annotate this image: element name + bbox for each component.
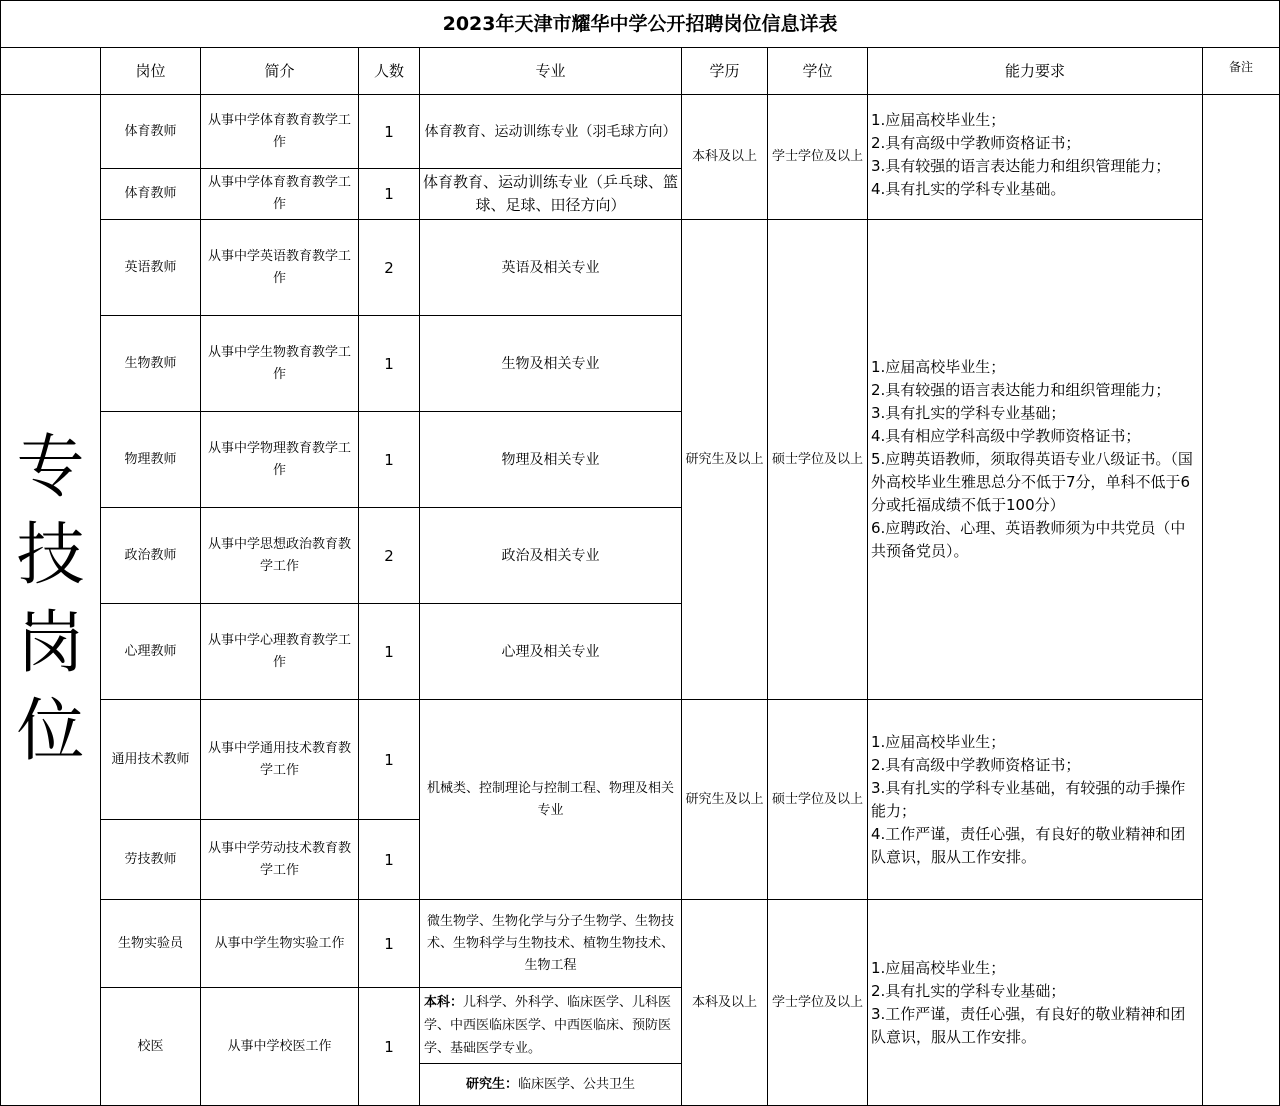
requirements-cell: 1.应届高校毕业生； 2.具有较强的语言表达能力和组织管理能力； 3.具有扎实的学科专业基础； 4.具有相应学科高级中学教师资格证书； 5.应聘英语教师，须取得英语专业八级证书。（国外高校毕业生雅思总分不低于7分，单科不低于6分或托福成绩不低于100分） 6.应聘政治、心理、英语教师须为中共党员（中共预备党员）。 — [868, 220, 1203, 700]
position-cell: 生物教师 — [101, 316, 201, 412]
major-cell: 体育教育、运动训练专业（乒乓球、篮球、足球、田径方向） — [420, 169, 682, 220]
count-cell: 1 — [359, 316, 420, 412]
position-cell: 物理教师 — [101, 412, 201, 508]
header-blank — [1, 48, 101, 95]
remarks-cell — [1203, 95, 1280, 1106]
position-cell: 体育教师 — [101, 169, 201, 220]
count-cell: 1 — [359, 95, 420, 169]
major-cell: 英语及相关专业 — [420, 220, 682, 316]
grad-majors: 临床医学、公共卫生 — [518, 1076, 636, 1092]
intro-cell: 从事中学生物实验工作 — [201, 900, 359, 988]
position-cell: 劳技教师 — [101, 820, 201, 900]
major-grad-cell — [420, 1064, 682, 1106]
table-row — [1, 900, 1280, 988]
intro-cell: 从事中学体育教育教学工作 — [201, 95, 359, 169]
position-cell: 英语教师 — [101, 220, 201, 316]
count-cell: 1 — [359, 700, 420, 820]
major-undergrad-cell — [420, 988, 682, 1064]
undergrad-majors: 儿科学、外科学、临床医学、儿科医学、中西医临床医学、中西医临床、预防医学、基础医学专业。 — [424, 995, 672, 1056]
position-cell: 心理教师 — [101, 604, 201, 700]
table-row — [1, 95, 1280, 169]
intro-cell: 从事中学思想政治教育教学工作 — [201, 508, 359, 604]
major-cell: 政治及相关专业 — [420, 508, 682, 604]
table-row — [1, 220, 1280, 316]
intro-cell: 从事中学心理教育教学工作 — [201, 604, 359, 700]
header-major: 专业 — [420, 48, 682, 95]
header-count: 人数 — [359, 48, 420, 95]
grad-label: 研究生： — [465, 1076, 518, 1092]
intro-cell: 从事中学物理教育教学工作 — [201, 412, 359, 508]
major-cell: 心理及相关专业 — [420, 604, 682, 700]
education-cell: 本科及以上 — [682, 900, 768, 1106]
count-cell: 2 — [359, 220, 420, 316]
intro-cell: 从事中学生物教育教学工作 — [201, 316, 359, 412]
header-position: 岗位 — [101, 48, 201, 95]
count-cell: 1 — [359, 169, 420, 220]
major-cell: 机械类、控制理论与控制工程、物理及相关专业 — [420, 700, 682, 900]
count-cell: 1 — [359, 412, 420, 508]
intro-cell: 从事中学英语教育教学工作 — [201, 220, 359, 316]
requirements-cell: 1.应届高校毕业生； 2.具有扎实的学科专业基础； 3.工作严谨，责任心强，有良好的敬业精神和团队意识，服从工作安排。 — [868, 900, 1203, 1106]
intro-cell: 从事中学校医工作 — [201, 988, 359, 1106]
degree-cell: 学士学位及以上 — [768, 95, 868, 220]
education-cell: 本科及以上 — [682, 95, 768, 220]
position-cell: 通用技术教师 — [101, 700, 201, 820]
major-cell: 体育教育、运动训练专业（羽毛球方向） — [420, 95, 682, 169]
degree-cell: 硕士学位及以上 — [768, 700, 868, 900]
position-cell: 校医 — [101, 988, 201, 1106]
intro-cell: 从事中学体育教育教学工作 — [201, 169, 359, 220]
intro-cell: 从事中学通用技术教育教学工作 — [201, 700, 359, 820]
position-cell: 生物实验员 — [101, 900, 201, 988]
count-cell: 2 — [359, 508, 420, 604]
undergrad-label: 本科： — [424, 995, 464, 1010]
major-cell: 微生物学、生物化学与分子生物学、生物技术、生物科学与生物技术、植物生物技术、生物工程 — [420, 900, 682, 988]
requirements-cell: 1.应届高校毕业生； 2.具有高级中学教师资格证书； 3.具有扎实的学科专业基础，有较强的动手操作能力； 4.工作严谨，责任心强，有良好的敬业精神和团队意识，服从工作安排。 — [868, 700, 1203, 900]
count-cell: 1 — [359, 900, 420, 988]
count-cell: 1 — [359, 604, 420, 700]
table-row — [1, 700, 1280, 820]
intro-cell: 从事中学劳动技术教育教学工作 — [201, 820, 359, 900]
major-cell: 生物及相关专业 — [420, 316, 682, 412]
count-cell: 1 — [359, 988, 420, 1106]
requirements-cell: 1.应届高校毕业生； 2.具有高级中学教师资格证书； 3.具有较强的语言表达能力和组织管理能力； 4.具有扎实的学科专业基础。 — [868, 95, 1203, 220]
education-cell: 研究生及以上 — [682, 700, 768, 900]
major-cell: 物理及相关专业 — [420, 412, 682, 508]
header-row — [1, 48, 1280, 95]
position-cell: 体育教师 — [101, 95, 201, 169]
page-title: 2023年天津市耀华中学公开招聘岗位信息详表 — [1, 1, 1280, 48]
category-label: 专 技 岗 位 — [1, 95, 101, 1106]
degree-cell: 硕士学位及以上 — [768, 220, 868, 700]
education-cell: 研究生及以上 — [682, 220, 768, 700]
count-cell: 1 — [359, 820, 420, 900]
header-remarks: 备注 — [1203, 48, 1280, 95]
header-degree: 学位 — [768, 48, 868, 95]
header-education: 学历 — [682, 48, 768, 95]
header-requirements: 能力要求 — [868, 48, 1203, 95]
degree-cell: 学士学位及以上 — [768, 900, 868, 1106]
header-intro: 简介 — [201, 48, 359, 95]
position-cell: 政治教师 — [101, 508, 201, 604]
